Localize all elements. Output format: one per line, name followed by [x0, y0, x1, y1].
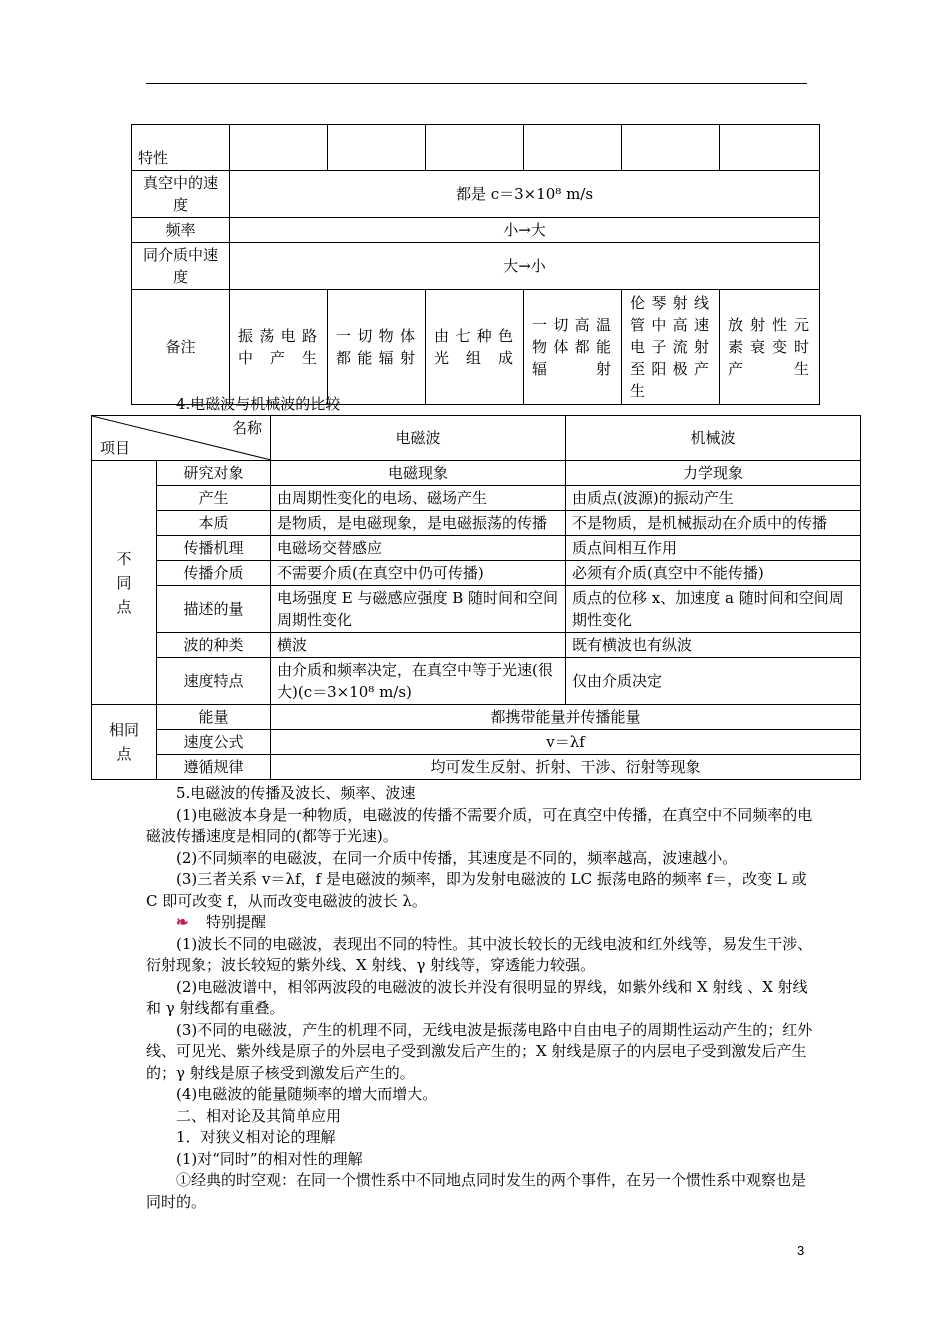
- section-4-title: 4.电磁波与机械波的比较: [176, 395, 341, 413]
- paragraph: (3)不同的电磁波，产生的机理不同，无线电波是振荡电路中自由电子的周期性运动产生的；红外线、可见光、紫外线是原子的外层电子受到激发后产生的；X 射线是原子的内层电子受到激发后产生的；γ 射线是原子核受到激发后产生的。: [146, 1020, 813, 1082]
- same-value: v＝λf: [271, 730, 861, 755]
- reminder-icon: ❧: [176, 913, 189, 931]
- group-label-same: 相同点: [92, 705, 157, 780]
- same-value: 都携带能量并传播能量: [271, 705, 861, 730]
- item-label: 速度公式: [157, 730, 271, 755]
- mech-cell: 质点间相互作用: [566, 536, 861, 561]
- col-header-mech: 机械波: [566, 416, 861, 461]
- special-reminder-heading: [146, 912, 814, 934]
- row-label-speed-medium: 同介质中速度: [132, 243, 230, 290]
- body-text: [146, 783, 814, 1213]
- remark-cell: 一切物体都能辐射: [328, 290, 426, 405]
- mech-cell: 必须有介质(真空中不能传播): [566, 561, 861, 586]
- item-label: 研究对象: [157, 461, 271, 486]
- empty-cell: [622, 125, 720, 171]
- item-label: 波的种类: [157, 633, 271, 658]
- em-cell: 不需要介质(在真空中仍可传播): [271, 561, 566, 586]
- mech-cell: 不是物质，是机械振动在介质中的传播: [566, 511, 861, 536]
- subsection-title: 1．对狭义相对论的理解: [176, 1128, 336, 1146]
- mech-cell: 由质点(波源)的振动产生: [566, 486, 861, 511]
- em-cell: 电场强度 E 与磁感应强度 B 随时间和空间周期性变化: [271, 586, 566, 633]
- corner-name: 名称: [231, 419, 262, 437]
- header-rule: [146, 83, 807, 84]
- empty-cell: [230, 125, 328, 171]
- paragraph: (2)电磁波谱中，相邻两波段的电磁波的波长并没有很明显的界线，如紫外线和 X 射线 、X 射线和 γ 射线都有重叠。: [146, 977, 808, 1017]
- paragraph: (1)波长不同的电磁波，表现出不同的特性。其中波长较长的无线电波和红外线等，易发生干涉、衍射现象；波长较短的紫外线、X 射线、γ 射线等，穿透能力较强。: [146, 934, 813, 974]
- mech-cell: 力学现象: [566, 461, 861, 486]
- item-label: 传播介质: [157, 561, 271, 586]
- empty-cell: [426, 125, 524, 171]
- same-value: 均可发生反射、折射、干涉、衍射等现象: [271, 755, 861, 780]
- row-label-speed-vacuum: 真空中的速度: [132, 171, 230, 218]
- page-number: 3: [797, 1243, 805, 1258]
- item-label: 产生: [157, 486, 271, 511]
- remark-cell: 一切高温物体都能辐射: [524, 290, 622, 405]
- paragraph: (1)电磁波本身是一种物质，电磁波的传播不需要介质，可在真空中传播，在真空中不同频率的电磁波传播速度是相同的(都等于光速)。: [146, 805, 813, 845]
- row-label-freq: 频率: [132, 218, 230, 243]
- section-5-title: 5.电磁波的传播及波长、频率、波速: [176, 784, 416, 802]
- empty-cell: [328, 125, 426, 171]
- remark-cell: 伦琴射线管中高速电子流射至阳极产生: [622, 290, 720, 405]
- em-cell: 电磁场交替感应: [271, 536, 566, 561]
- remark-cell: 放射性元素衰变时产生: [720, 290, 820, 405]
- paragraph: (2)不同频率的电磁波，在同一介质中传播，其速度是不同的，频率越高，波速越小。: [176, 848, 738, 867]
- item-label: 速度特点: [157, 658, 271, 705]
- speed-medium-value: 大→小: [230, 243, 820, 290]
- corner-header: [92, 416, 271, 461]
- em-cell: 电磁现象: [271, 461, 566, 486]
- remark-cell: 由七种色光组成: [426, 290, 524, 405]
- em-cell: 横波: [271, 633, 566, 658]
- item-label: 能量: [157, 705, 271, 730]
- freq-value: 小→大: [230, 218, 820, 243]
- row-label-texing: 特性: [132, 125, 230, 171]
- empty-cell: [524, 125, 622, 171]
- em-cell: 由周期性变化的电场、磁场产生: [271, 486, 566, 511]
- mech-cell: 仅由介质决定: [566, 658, 861, 705]
- mech-cell: 既有横波也有纵波: [566, 633, 861, 658]
- subsection-title: (1)对“同时”的相对性的理解: [176, 1149, 363, 1168]
- section-title: 二、相对论及其简单应用: [176, 1106, 342, 1125]
- em-vs-mechanical-table: [91, 415, 861, 780]
- paragraph: ①经典的时空观：在同一个惯性系中不同地点同时发生的两个事件，在另一个惯性系中观察也是同时的。: [146, 1171, 807, 1211]
- item-label: 传播机理: [157, 536, 271, 561]
- group-label-diff: 不同点: [92, 461, 157, 705]
- col-header-em: 电磁波: [271, 416, 566, 461]
- paragraph: (3)三者关系 v＝λf，f 是电磁波的频率，即为发射电磁波的 LC 振荡电路的频率 f＝，改变 L 或 C 即可改变 f，从而改变电磁波的波长 λ。: [146, 870, 807, 910]
- item-label: 本质: [157, 511, 271, 536]
- corner-item: 项目: [100, 439, 131, 457]
- empty-cell: [720, 125, 820, 171]
- item-label: 遵循规律: [157, 755, 271, 780]
- row-label-remark: 备注: [132, 290, 230, 405]
- item-label: 描述的量: [157, 586, 271, 633]
- paragraph: (4)电磁波的能量随频率的增大而增大。: [176, 1085, 438, 1103]
- em-spectrum-table: [131, 124, 820, 405]
- em-cell: 是物质，是电磁现象，是电磁振荡的传播: [271, 511, 566, 536]
- em-cell: 由介质和频率决定，在真空中等于光速(很大)(c＝3×10⁸ m/s): [271, 658, 566, 705]
- mech-cell: 质点的位移 x、加速度 a 随时间和空间周期性变化: [566, 586, 861, 633]
- reminder-label: 特别提醒: [206, 913, 267, 931]
- speed-vacuum-value: 都是 c＝3×10⁸ m/s: [230, 171, 820, 218]
- remark-cell: 振荡电路中产生: [230, 290, 328, 405]
